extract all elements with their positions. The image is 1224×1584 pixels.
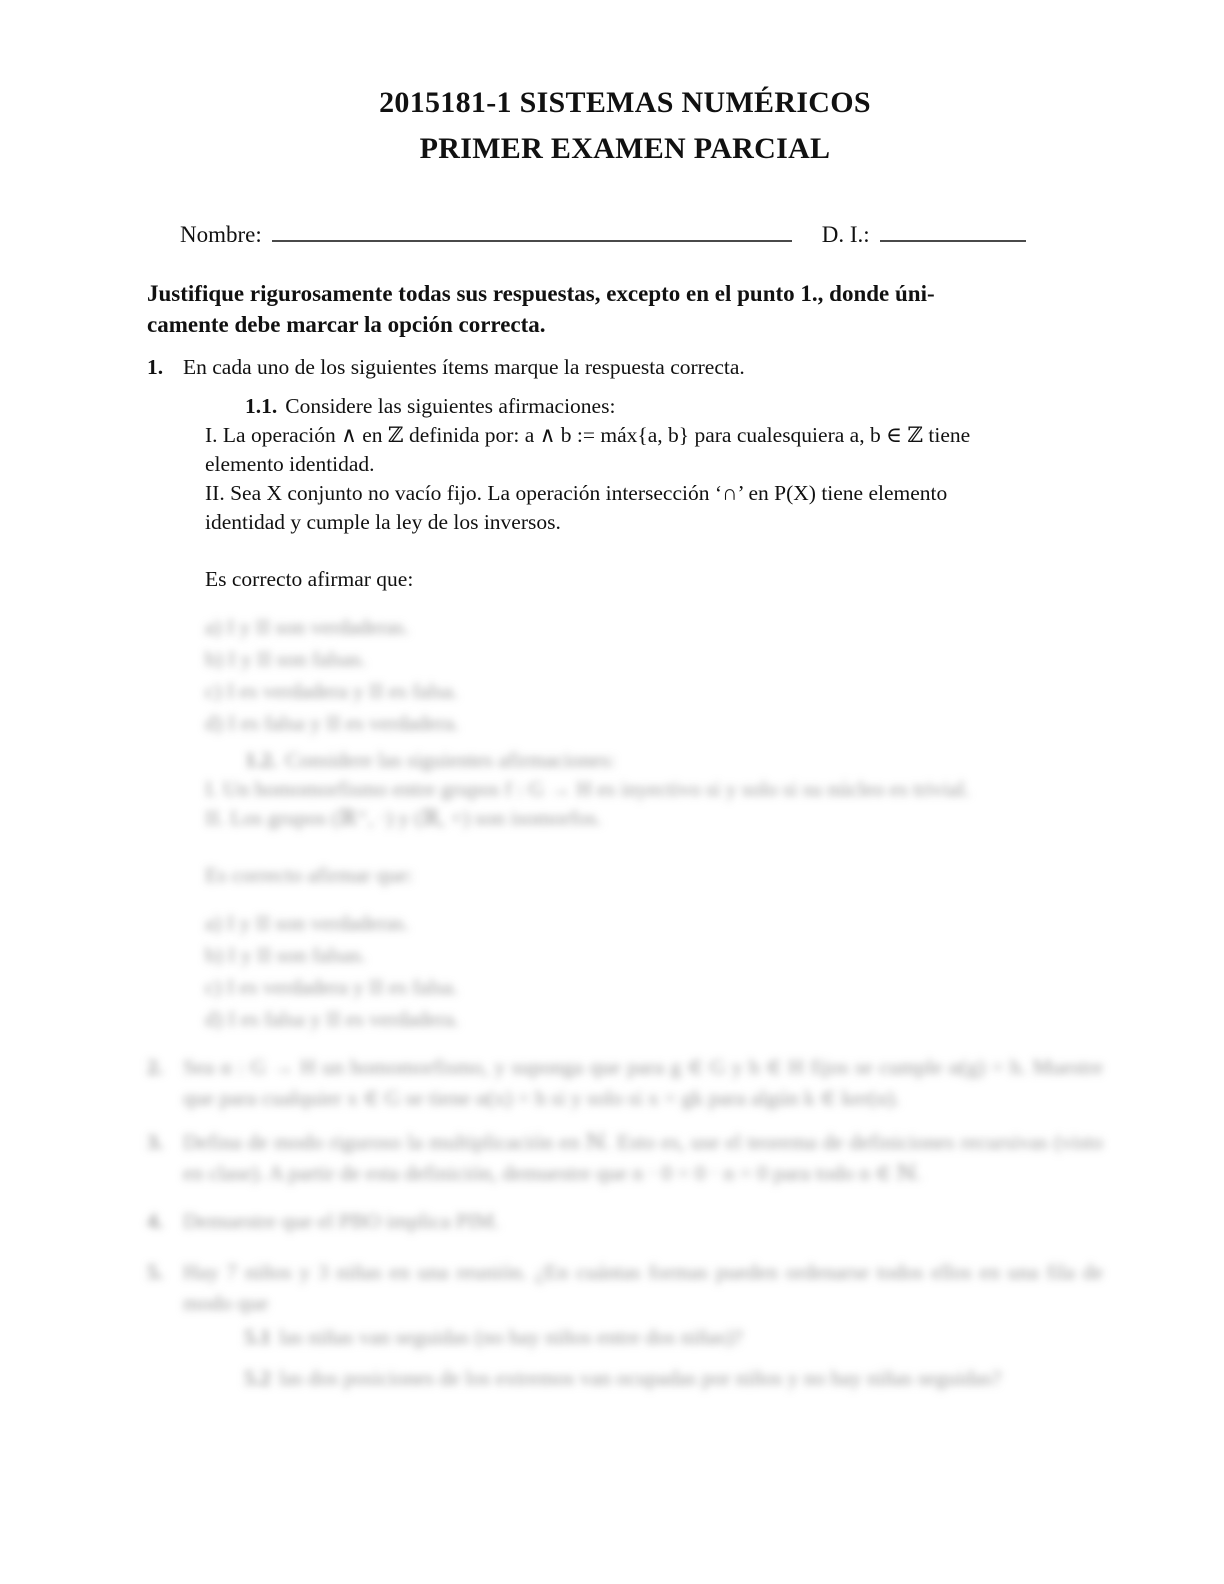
question-4-text: Demuestre que el PBO implica PIM.: [183, 1209, 500, 1233]
id-input-line[interactable]: [880, 240, 1026, 242]
statement-I-line1: I. La operación ∧ en ℤ definida por: a ∧ b := máx{a, b} para cualesquiera a, b ∈ ℤ tiene: [205, 423, 971, 447]
question-4-number: 4.: [147, 1209, 164, 1233]
question-1-1: [205, 392, 1103, 739]
question-5-2-number: 5.2: [244, 1366, 271, 1390]
option-a: a) I y II son verdaderas.: [205, 911, 410, 935]
question-2-text: Sea α : G → H un homomorfismo, y suponga que para g ∈ G y h ∈ H fijos se cumple α(g) = h. Muestre que para cualquier x ∈ G se tiene α(x) = h si y solo si x = gk para algún k ∈ ker(α).: [183, 1055, 1103, 1110]
instructions: [147, 278, 1103, 340]
question-1-2-options: [205, 907, 1103, 1035]
question-1-text: En cada uno de los siguientes ítems marque la respuesta correcta.: [183, 355, 745, 379]
question-5-1-text: las niñas van seguidas (no hay niños entre dos niñas)?: [278, 1325, 743, 1349]
name-input-line[interactable]: [272, 240, 792, 242]
question-1-2-intro: Considere las siguientes afirmaciones:: [285, 748, 616, 772]
question-5-1: [244, 1322, 1103, 1353]
statement-II: II. Los grupos (ℝ⁺, ·) y (ℝ, +) son isomorfos.: [205, 806, 602, 830]
question-1-number: 1.: [147, 355, 164, 379]
statement-I: I. Un homomorfismo entre grupos f : G → H es inyectivo si y solo si su núcleo es trivial.: [205, 777, 970, 801]
question-5: [147, 1257, 1103, 1319]
id-label: D. I.:: [821, 222, 870, 247]
question-1-2: [205, 746, 1103, 1035]
name-label: Nombre:: [180, 222, 262, 247]
question-1-1-intro: Considere las siguientes afirmaciones:: [285, 394, 616, 418]
option-c: c) I es verdadera y II es falsa.: [205, 975, 459, 999]
question-3-number: 3.: [147, 1130, 164, 1154]
question-1-2-heading: [205, 746, 1103, 775]
question-3-text: Defina de modo riguroso la multiplicación en ℕ. Esto es, use el teorema de definiciones recursivas (visto en clase). A partir de esta definición, demuestre que n · 0 = 0 · n = 0 para todo n ∈ ℕ.: [183, 1130, 1103, 1185]
name-id-row: [147, 220, 1103, 250]
question-5-text: Hay 7 niños y 3 niñas en una reunión. ¿En cuántas formas pueden ordenarse todos ellos en una fila de modo que: [183, 1260, 1103, 1315]
question-1-1-prompt: Es correcto afirmar que:: [205, 567, 414, 591]
question-1-1-number: 1.1.: [245, 394, 278, 418]
question-1: [147, 353, 1103, 382]
instructions-line1: Justifique rigurosamente todas sus respuestas, excepto en el punto 1., donde úni-: [147, 281, 935, 306]
option-b: b) I y II son falsas.: [205, 647, 367, 671]
option-d: d) I es falsa y II es verdadera.: [205, 711, 460, 735]
question-1-2-prompt: Es correcto afirmar que:: [205, 863, 414, 887]
question-3: [147, 1127, 1103, 1189]
option-d: d) I es falsa y II es verdadera.: [205, 1007, 460, 1031]
statement-II-line2: identidad y cumple la ley de los inversos.: [205, 510, 561, 534]
question-5-2-text: las dos posiciones de los extremos van ocupadas por niños y no hay niñas seguidas?: [278, 1366, 1002, 1390]
page-title: 2015181-1 SISTEMAS NUMÉRICOS: [379, 86, 871, 119]
option-a: a) I y II son verdaderas.: [205, 615, 410, 639]
question-5-1-number: 5.1: [244, 1325, 271, 1349]
question-5-number: 5.: [147, 1260, 164, 1284]
instructions-line2: camente debe marcar la opción correcta.: [147, 312, 546, 337]
question-2: [147, 1052, 1103, 1114]
question-2-number: 2.: [147, 1055, 164, 1079]
option-c: c) I es verdadera y II es falsa.: [205, 679, 459, 703]
statement-II-line1: II. Sea X conjunto no vacío fijo. La operación intersección ‘∩’ en P(X) tiene elemento: [205, 481, 948, 505]
question-4: [147, 1206, 1103, 1237]
statement-I-line2: elemento identidad.: [205, 452, 375, 476]
question-5-2: [244, 1363, 1103, 1394]
option-b: b) I y II son falsas.: [205, 943, 367, 967]
question-1-1-heading: [205, 392, 1103, 421]
question-1-2-number: 1.2.: [245, 748, 278, 772]
page-subtitle: PRIMER EXAMEN PARCIAL: [419, 132, 831, 165]
question-1-1-options: [205, 611, 1103, 739]
